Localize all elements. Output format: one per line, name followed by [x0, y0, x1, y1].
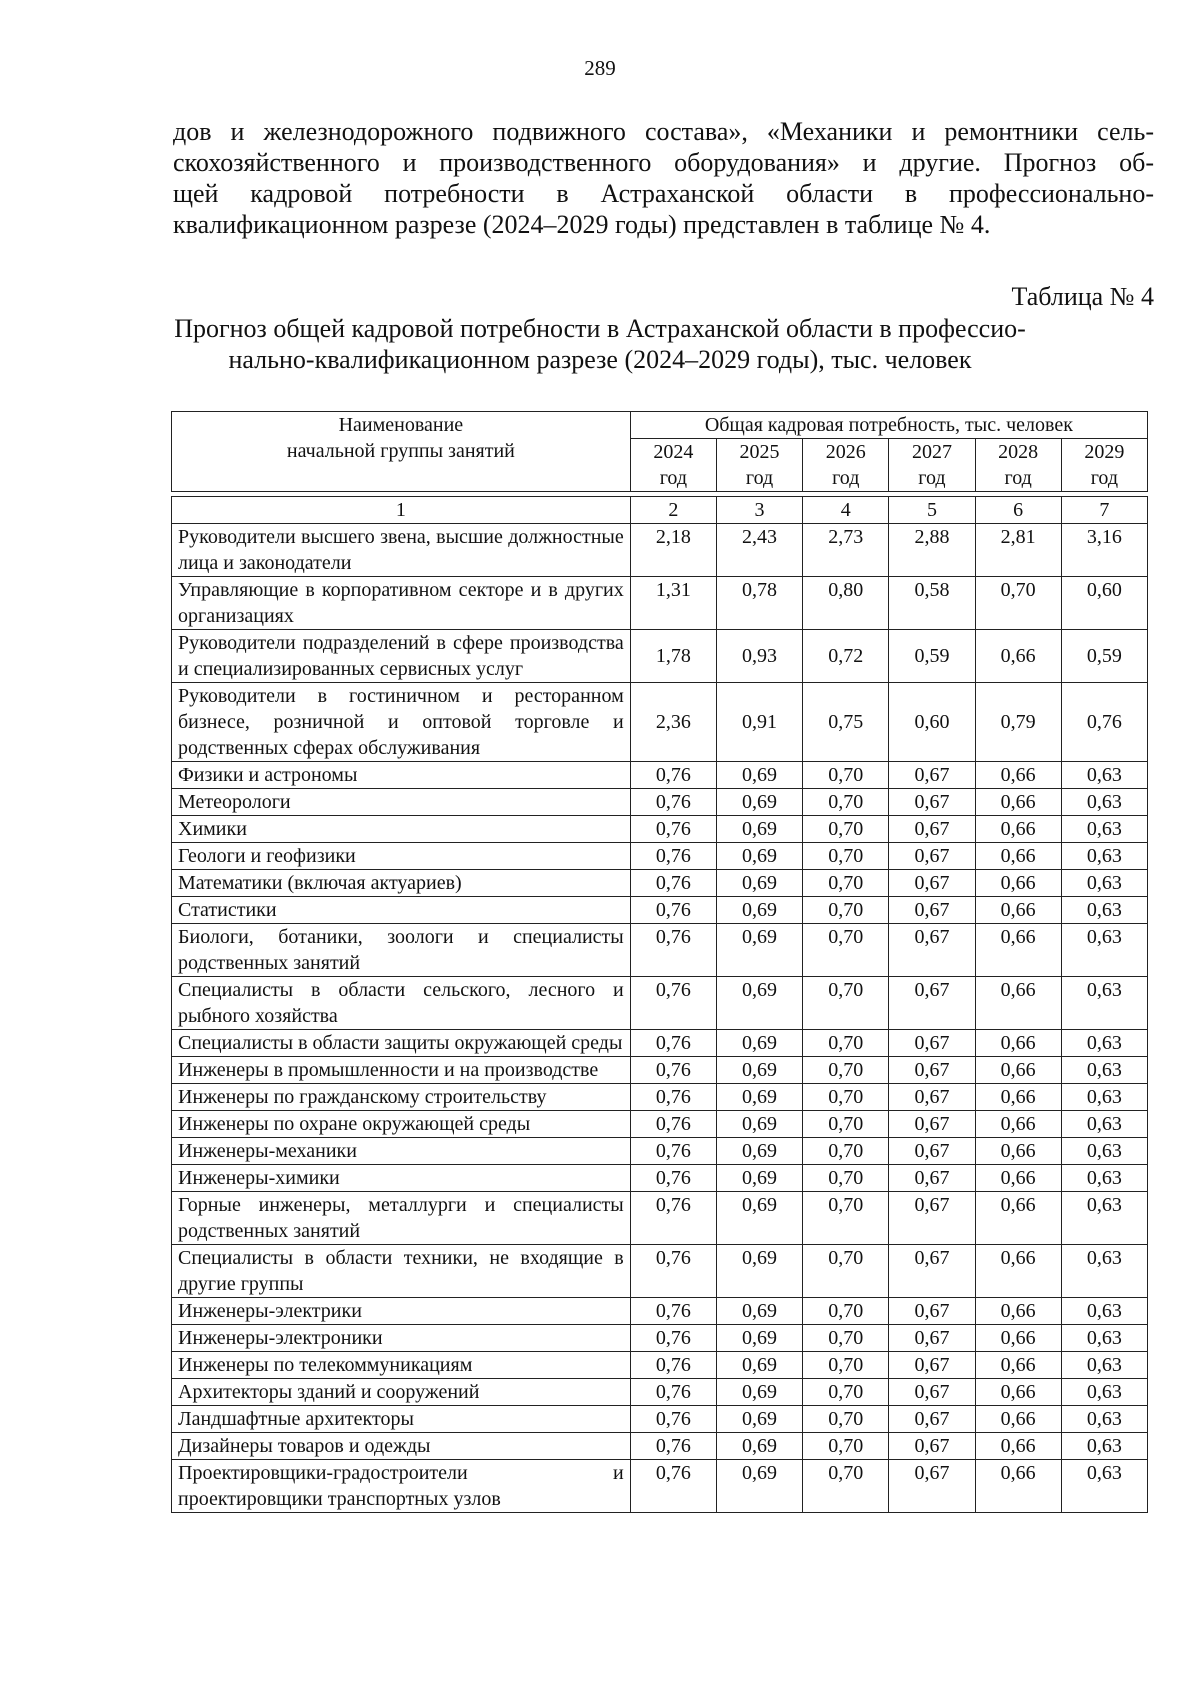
header-year-cell — [716, 439, 802, 492]
value-cell: 0,67 — [889, 1298, 975, 1325]
occupation-name-cell: Управляющие в корпоративном секторе и в других организациях — [172, 577, 631, 630]
occupation-name-cell: Инженеры-электроники — [172, 1325, 631, 1352]
table-row — [172, 789, 1148, 816]
table-row — [172, 1084, 1148, 1111]
value-cell: 0,66 — [975, 1379, 1061, 1406]
table-row — [172, 1460, 1148, 1513]
table-row — [172, 1298, 1148, 1325]
value-cell: 0,76 — [630, 870, 716, 897]
page-number: 289 — [584, 56, 616, 80]
value-cell: 0,70 — [803, 924, 889, 977]
value-cell: 0,67 — [889, 1325, 975, 1352]
value-cell: 0,70 — [803, 789, 889, 816]
occupation-name-cell: Химики — [172, 816, 631, 843]
value-cell: 0,76 — [630, 1192, 716, 1245]
value-cell: 0,67 — [889, 1460, 975, 1513]
value-cell: 0,66 — [975, 789, 1061, 816]
value-cell: 1,78 — [630, 630, 716, 683]
table-row — [172, 1030, 1148, 1057]
value-cell: 0,76 — [630, 1030, 716, 1057]
table-row — [172, 577, 1148, 630]
value-cell: 0,70 — [803, 1084, 889, 1111]
value-cell: 0,76 — [630, 1057, 716, 1084]
value-cell: 0,70 — [803, 1379, 889, 1406]
value-cell: 0,63 — [1061, 1111, 1147, 1138]
occupation-name-cell: Инженеры по телекоммуникациям — [172, 1352, 631, 1379]
occupation-name-cell: Инженеры по охране окружающей среды — [172, 1111, 631, 1138]
value-cell: 0,76 — [630, 789, 716, 816]
header-name-line: начальной группы занятий — [286, 440, 515, 462]
value-cell: 0,66 — [975, 1352, 1061, 1379]
table-row — [172, 1379, 1148, 1406]
header-year-cell — [630, 439, 716, 492]
value-cell: 0,69 — [716, 924, 802, 977]
occupation-name-cell: Специалисты в области защиты окружающей среды — [172, 1030, 631, 1057]
value-cell: 0,70 — [803, 1138, 889, 1165]
value-cell: 0,70 — [803, 1325, 889, 1352]
value-cell: 0,67 — [889, 977, 975, 1030]
occupation-name-cell: Инженеры-химики — [172, 1165, 631, 1192]
occupation-name-cell: Биологи, ботаники, зоологи и специалисты родственных занятий — [172, 924, 631, 977]
value-cell: 0,67 — [889, 1030, 975, 1057]
value-cell: 0,91 — [716, 683, 802, 762]
occupation-name-cell: Проектировщики-градостроители и проектировщики транспортных узлов — [172, 1460, 631, 1513]
value-cell: 0,63 — [1061, 1192, 1147, 1245]
value-cell: 0,66 — [975, 1030, 1061, 1057]
value-cell: 0,67 — [889, 924, 975, 977]
value-cell: 0,66 — [975, 1433, 1061, 1460]
value-cell: 0,70 — [803, 1111, 889, 1138]
column-index-cell: 7 — [1061, 497, 1147, 524]
value-cell: 0,67 — [889, 897, 975, 924]
value-cell: 0,70 — [803, 1298, 889, 1325]
intro-paragraph — [173, 116, 1154, 240]
header-name-line: Наименование — [338, 414, 464, 436]
value-cell: 0,60 — [1061, 577, 1147, 630]
header-year: 2028 — [998, 441, 1039, 463]
value-cell: 0,67 — [889, 762, 975, 789]
value-cell: 0,70 — [803, 1192, 889, 1245]
value-cell: 0,66 — [975, 1325, 1061, 1352]
occupation-name-cell: Математики (включая актуариев) — [172, 870, 631, 897]
table-row — [172, 1406, 1148, 1433]
value-cell: 0,69 — [716, 1379, 802, 1406]
value-cell: 0,93 — [716, 630, 802, 683]
occupation-name-cell: Инженеры в промышленности и на производстве — [172, 1057, 631, 1084]
value-cell: 0,76 — [630, 1298, 716, 1325]
header-year-cell — [803, 439, 889, 492]
value-cell: 0,76 — [630, 1325, 716, 1352]
occupation-name-cell: Специалисты в области сельского, лесного и рыбного хозяйства — [172, 977, 631, 1030]
table-row — [172, 1111, 1148, 1138]
value-cell: 0,69 — [716, 843, 802, 870]
value-cell: 0,66 — [975, 1057, 1061, 1084]
value-cell: 0,69 — [716, 1406, 802, 1433]
value-cell: 0,76 — [630, 1460, 716, 1513]
value-cell: 0,69 — [716, 1460, 802, 1513]
value-cell: 0,80 — [803, 577, 889, 630]
value-cell: 0,66 — [975, 1165, 1061, 1192]
value-cell: 0,66 — [975, 977, 1061, 1030]
table-row — [172, 762, 1148, 789]
value-cell: 0,76 — [630, 1138, 716, 1165]
value-cell: 0,67 — [889, 1057, 975, 1084]
value-cell: 0,67 — [889, 1084, 975, 1111]
occupation-name-cell: Архитекторы зданий и сооружений — [172, 1379, 631, 1406]
value-cell: 0,67 — [889, 1379, 975, 1406]
value-cell: 0,66 — [975, 816, 1061, 843]
value-cell: 0,67 — [889, 1406, 975, 1433]
table-row — [172, 1192, 1148, 1245]
occupation-name-cell: Руководители высшего звена, высшие должностные лица и законодатели — [172, 524, 631, 577]
value-cell: 0,67 — [889, 843, 975, 870]
intro-line: дов и железнодорожного подвижного состава», «Механики и ремонтники сель- — [173, 117, 1154, 146]
value-cell: 0,79 — [975, 683, 1061, 762]
value-cell: 0,63 — [1061, 924, 1147, 977]
header-year-cell — [1061, 439, 1147, 492]
value-cell: 0,69 — [716, 1192, 802, 1245]
value-cell: 0,66 — [975, 1192, 1061, 1245]
table-row — [172, 870, 1148, 897]
column-index-cell: 5 — [889, 497, 975, 524]
value-cell: 0,70 — [803, 1057, 889, 1084]
table-row — [172, 924, 1148, 977]
value-cell: 0,76 — [630, 977, 716, 1030]
value-cell: 2,43 — [716, 524, 802, 577]
header-year-cell — [889, 439, 975, 492]
header-year-unit: год — [745, 467, 774, 489]
value-cell: 0,67 — [889, 1245, 975, 1298]
value-cell: 0,66 — [975, 1245, 1061, 1298]
value-cell: 0,69 — [716, 1138, 802, 1165]
column-index-cell: 1 — [172, 497, 631, 524]
value-cell: 0,67 — [889, 1192, 975, 1245]
value-cell: 0,63 — [1061, 1030, 1147, 1057]
value-cell: 0,66 — [975, 762, 1061, 789]
value-cell: 2,88 — [889, 524, 975, 577]
value-cell: 0,63 — [1061, 1138, 1147, 1165]
header-group-cell: Общая кадровая потребность, тыс. человек — [630, 412, 1147, 439]
value-cell: 0,66 — [975, 870, 1061, 897]
value-cell: 0,60 — [889, 683, 975, 762]
occupation-name-cell: Дизайнеры товаров и одежды — [172, 1433, 631, 1460]
value-cell: 0,70 — [803, 1433, 889, 1460]
intro-line: скохозяйственного и производственного оборудования» и другие. Прогноз об- — [173, 148, 1154, 177]
value-cell: 0,66 — [975, 1138, 1061, 1165]
table-row — [172, 816, 1148, 843]
header-year-unit: год — [1004, 467, 1032, 489]
value-cell: 0,76 — [630, 924, 716, 977]
value-cell: 0,72 — [803, 630, 889, 683]
occupation-name-cell: Руководители подразделений в сфере производства и специализированных сервисных услуг — [172, 630, 631, 683]
header-name-cell — [172, 412, 631, 492]
header-year-cell — [975, 439, 1061, 492]
value-cell: 0,63 — [1061, 1245, 1147, 1298]
column-index-cell: 4 — [803, 497, 889, 524]
value-cell: 0,59 — [889, 630, 975, 683]
value-cell: 0,63 — [1061, 870, 1147, 897]
value-cell: 0,67 — [889, 870, 975, 897]
value-cell: 0,63 — [1061, 1084, 1147, 1111]
value-cell: 0,63 — [1061, 789, 1147, 816]
value-cell: 0,69 — [716, 1352, 802, 1379]
value-cell: 0,63 — [1061, 1298, 1147, 1325]
value-cell: 2,36 — [630, 683, 716, 762]
value-cell: 0,69 — [716, 789, 802, 816]
value-cell: 0,70 — [803, 870, 889, 897]
table-row — [172, 1433, 1148, 1460]
table-row — [172, 1057, 1148, 1084]
value-cell: 0,63 — [1061, 1057, 1147, 1084]
value-cell: 2,73 — [803, 524, 889, 577]
occupation-name-cell: Метеорологи — [172, 789, 631, 816]
occupation-name-cell: Инженеры-электрики — [172, 1298, 631, 1325]
column-index-cell: 6 — [975, 497, 1061, 524]
value-cell: 0,58 — [889, 577, 975, 630]
table-index-row — [172, 497, 1148, 524]
value-cell: 0,76 — [630, 762, 716, 789]
value-cell: 0,63 — [1061, 762, 1147, 789]
value-cell: 0,70 — [803, 1406, 889, 1433]
value-cell: 0,70 — [803, 1460, 889, 1513]
value-cell: 0,78 — [716, 577, 802, 630]
value-cell: 0,66 — [975, 897, 1061, 924]
header-year-unit: год — [1090, 467, 1119, 489]
value-cell: 0,70 — [803, 1352, 889, 1379]
value-cell: 0,59 — [1061, 630, 1147, 683]
table-header-row — [172, 412, 1148, 439]
header-year: 2027 — [911, 441, 952, 463]
value-cell: 0,69 — [716, 977, 802, 1030]
value-cell: 0,70 — [803, 977, 889, 1030]
value-cell: 0,70 — [803, 1245, 889, 1298]
table-row — [172, 897, 1148, 924]
value-cell: 0,67 — [889, 789, 975, 816]
occupation-name-cell: Инженеры-механики — [172, 1138, 631, 1165]
value-cell: 0,63 — [1061, 1165, 1147, 1192]
occupation-name-cell: Инженеры по гражданскому строительству — [172, 1084, 631, 1111]
value-cell: 0,67 — [889, 1138, 975, 1165]
table-caption — [150, 313, 1050, 375]
value-cell: 0,70 — [803, 897, 889, 924]
value-cell: 0,63 — [1061, 897, 1147, 924]
value-cell: 2,18 — [630, 524, 716, 577]
value-cell: 0,63 — [1061, 1460, 1147, 1513]
caption-line: Прогноз общей кадровой потребности в Астраханской области в профессио- — [174, 314, 1026, 343]
value-cell: 0,66 — [975, 1084, 1061, 1111]
column-index-cell: 2 — [630, 497, 716, 524]
occupation-name-cell: Статистики — [172, 897, 631, 924]
value-cell: 0,76 — [630, 1379, 716, 1406]
value-cell: 0,66 — [975, 1111, 1061, 1138]
header-year: 2024 — [653, 441, 694, 463]
value-cell: 0,76 — [1061, 683, 1147, 762]
value-cell: 0,66 — [975, 1460, 1061, 1513]
value-cell: 0,63 — [1061, 816, 1147, 843]
value-cell: 0,70 — [803, 762, 889, 789]
table-row — [172, 1325, 1148, 1352]
value-cell: 0,63 — [1061, 977, 1147, 1030]
occupation-name-cell: Физики и астрономы — [172, 762, 631, 789]
value-cell: 0,67 — [889, 1352, 975, 1379]
value-cell: 0,69 — [716, 1084, 802, 1111]
table-row — [172, 524, 1148, 577]
value-cell: 1,31 — [630, 577, 716, 630]
intro-line: щей кадровой потребности в Астраханской области в профессионально- — [173, 179, 1154, 208]
occupation-name-cell: Руководители в гостиничном и ресторанном бизнесе, розничной и оптовой торговле и родственных сферах обслуживания — [172, 683, 631, 762]
value-cell: 0,69 — [716, 816, 802, 843]
value-cell: 0,76 — [630, 1165, 716, 1192]
value-cell: 0,70 — [803, 1030, 889, 1057]
value-cell: 3,16 — [1061, 524, 1147, 577]
table-row — [172, 1352, 1148, 1379]
header-year: 2025 — [739, 441, 780, 463]
value-cell: 0,63 — [1061, 1352, 1147, 1379]
value-cell: 0,75 — [803, 683, 889, 762]
value-cell: 0,66 — [975, 630, 1061, 683]
value-cell: 0,69 — [716, 762, 802, 789]
value-cell: 0,76 — [630, 897, 716, 924]
table-number: Таблица № 4 — [1011, 282, 1154, 311]
value-cell: 0,76 — [630, 1111, 716, 1138]
forecast-table — [171, 411, 1148, 1513]
table-row — [172, 1138, 1148, 1165]
value-cell: 0,63 — [1061, 1433, 1147, 1460]
table-row — [172, 1165, 1148, 1192]
column-index-cell: 3 — [716, 497, 802, 524]
value-cell: 0,70 — [803, 1165, 889, 1192]
value-cell: 0,70 — [803, 816, 889, 843]
value-cell: 0,63 — [1061, 1325, 1147, 1352]
value-cell: 0,70 — [975, 577, 1061, 630]
value-cell: 2,81 — [975, 524, 1061, 577]
value-cell: 0,63 — [1061, 1379, 1147, 1406]
value-cell: 0,70 — [803, 843, 889, 870]
value-cell: 0,69 — [716, 1030, 802, 1057]
header-year: 2026 — [825, 441, 866, 463]
value-cell: 0,69 — [716, 1298, 802, 1325]
value-cell: 0,66 — [975, 1298, 1061, 1325]
value-cell: 0,76 — [630, 816, 716, 843]
table-row — [172, 1245, 1148, 1298]
value-cell: 0,66 — [975, 1406, 1061, 1433]
header-year: 2029 — [1084, 441, 1125, 463]
value-cell: 0,76 — [630, 1352, 716, 1379]
value-cell: 0,76 — [630, 843, 716, 870]
table-row — [172, 977, 1148, 1030]
value-cell: 0,76 — [630, 1245, 716, 1298]
table-row — [172, 683, 1148, 762]
value-cell: 0,66 — [975, 843, 1061, 870]
header-year-unit: год — [659, 467, 687, 489]
value-cell: 0,67 — [889, 1165, 975, 1192]
value-cell: 0,67 — [889, 1433, 975, 1460]
value-cell: 0,69 — [716, 1165, 802, 1192]
value-cell: 0,76 — [630, 1433, 716, 1460]
value-cell: 0,69 — [716, 870, 802, 897]
value-cell: 0,63 — [1061, 1406, 1147, 1433]
occupation-name-cell: Горные инженеры, металлурги и специалисты родственных занятий — [172, 1192, 631, 1245]
value-cell: 0,76 — [630, 1084, 716, 1111]
caption-line: нально-квалификационном разрезе (2024–2029 годы), тыс. человек — [228, 345, 972, 374]
value-cell: 0,69 — [716, 1057, 802, 1084]
value-cell: 0,69 — [716, 897, 802, 924]
intro-line: квалификационном разрезе (2024–2029 годы) представлен в таблице № 4. — [173, 210, 991, 239]
value-cell: 0,69 — [716, 1245, 802, 1298]
value-cell: 0,63 — [1061, 843, 1147, 870]
occupation-name-cell: Ландшафтные архитекторы — [172, 1406, 631, 1433]
occupation-name-cell: Геологи и геофизики — [172, 843, 631, 870]
value-cell: 0,69 — [716, 1433, 802, 1460]
table-row — [172, 843, 1148, 870]
value-cell: 0,66 — [975, 924, 1061, 977]
value-cell: 0,69 — [716, 1111, 802, 1138]
value-cell: 0,67 — [889, 816, 975, 843]
header-year-unit: год — [832, 467, 860, 489]
value-cell: 0,67 — [889, 1111, 975, 1138]
value-cell: 0,69 — [716, 1325, 802, 1352]
header-year-unit: год — [918, 467, 946, 489]
table-row — [172, 630, 1148, 683]
occupation-name-cell: Специалисты в области техники, не входящие в другие группы — [172, 1245, 631, 1298]
value-cell: 0,76 — [630, 1406, 716, 1433]
